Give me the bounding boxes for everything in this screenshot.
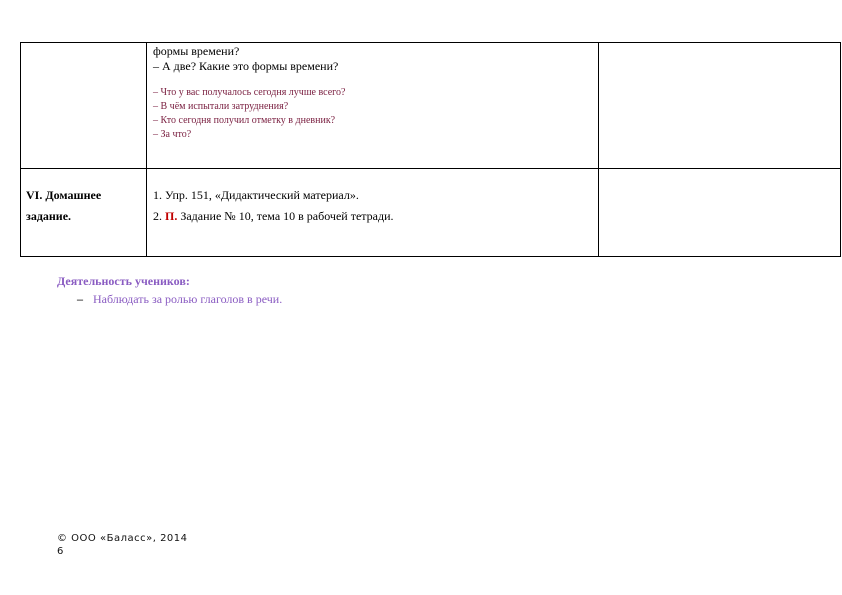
stage-cell bbox=[21, 169, 147, 257]
table-row bbox=[21, 169, 841, 257]
copyright-text: © ООО «Баласс», 2014 bbox=[57, 533, 188, 544]
page-number: 6 bbox=[57, 546, 64, 557]
reflection-questions bbox=[153, 86, 598, 142]
question-line: – Что у вас получалось сегодня лучше всего? bbox=[153, 87, 346, 98]
homework-tag: П. bbox=[165, 209, 178, 223]
bullet-dash: – bbox=[77, 292, 83, 306]
homework-item bbox=[153, 206, 598, 227]
activity-item-text: Наблюдать за ролью глаголов в речи. bbox=[93, 292, 283, 306]
content-cell bbox=[147, 43, 599, 169]
page-footer bbox=[57, 532, 188, 558]
stage-title: VI. Домашнее bbox=[26, 188, 102, 202]
question-line: – В чём испытали затруднения? bbox=[153, 101, 289, 112]
content-line: – А две? Какие это формы времени? bbox=[153, 59, 339, 73]
homework-cell bbox=[147, 169, 599, 257]
content-line: формы времени? bbox=[153, 44, 240, 58]
notes-cell bbox=[599, 169, 841, 257]
homework-item-text: Задание № 10, тема 10 в рабочей тетради. bbox=[177, 209, 394, 223]
homework-item-number: 2. bbox=[153, 209, 165, 223]
lesson-plan-table bbox=[20, 42, 841, 257]
homework-item: 1. Упр. 151, «Дидактический материал». bbox=[153, 188, 359, 202]
stage-title-continued: задание. bbox=[26, 209, 72, 223]
stage-cell bbox=[21, 43, 147, 169]
notes-cell bbox=[599, 43, 841, 169]
student-activity-section bbox=[57, 272, 282, 308]
activity-title: Деятельность учеников: bbox=[57, 274, 190, 288]
list-item bbox=[57, 290, 282, 308]
question-line: – Кто сегодня получил отметку в дневник? bbox=[153, 115, 336, 126]
question-line: – За что? bbox=[153, 129, 192, 140]
table-row bbox=[21, 43, 841, 169]
